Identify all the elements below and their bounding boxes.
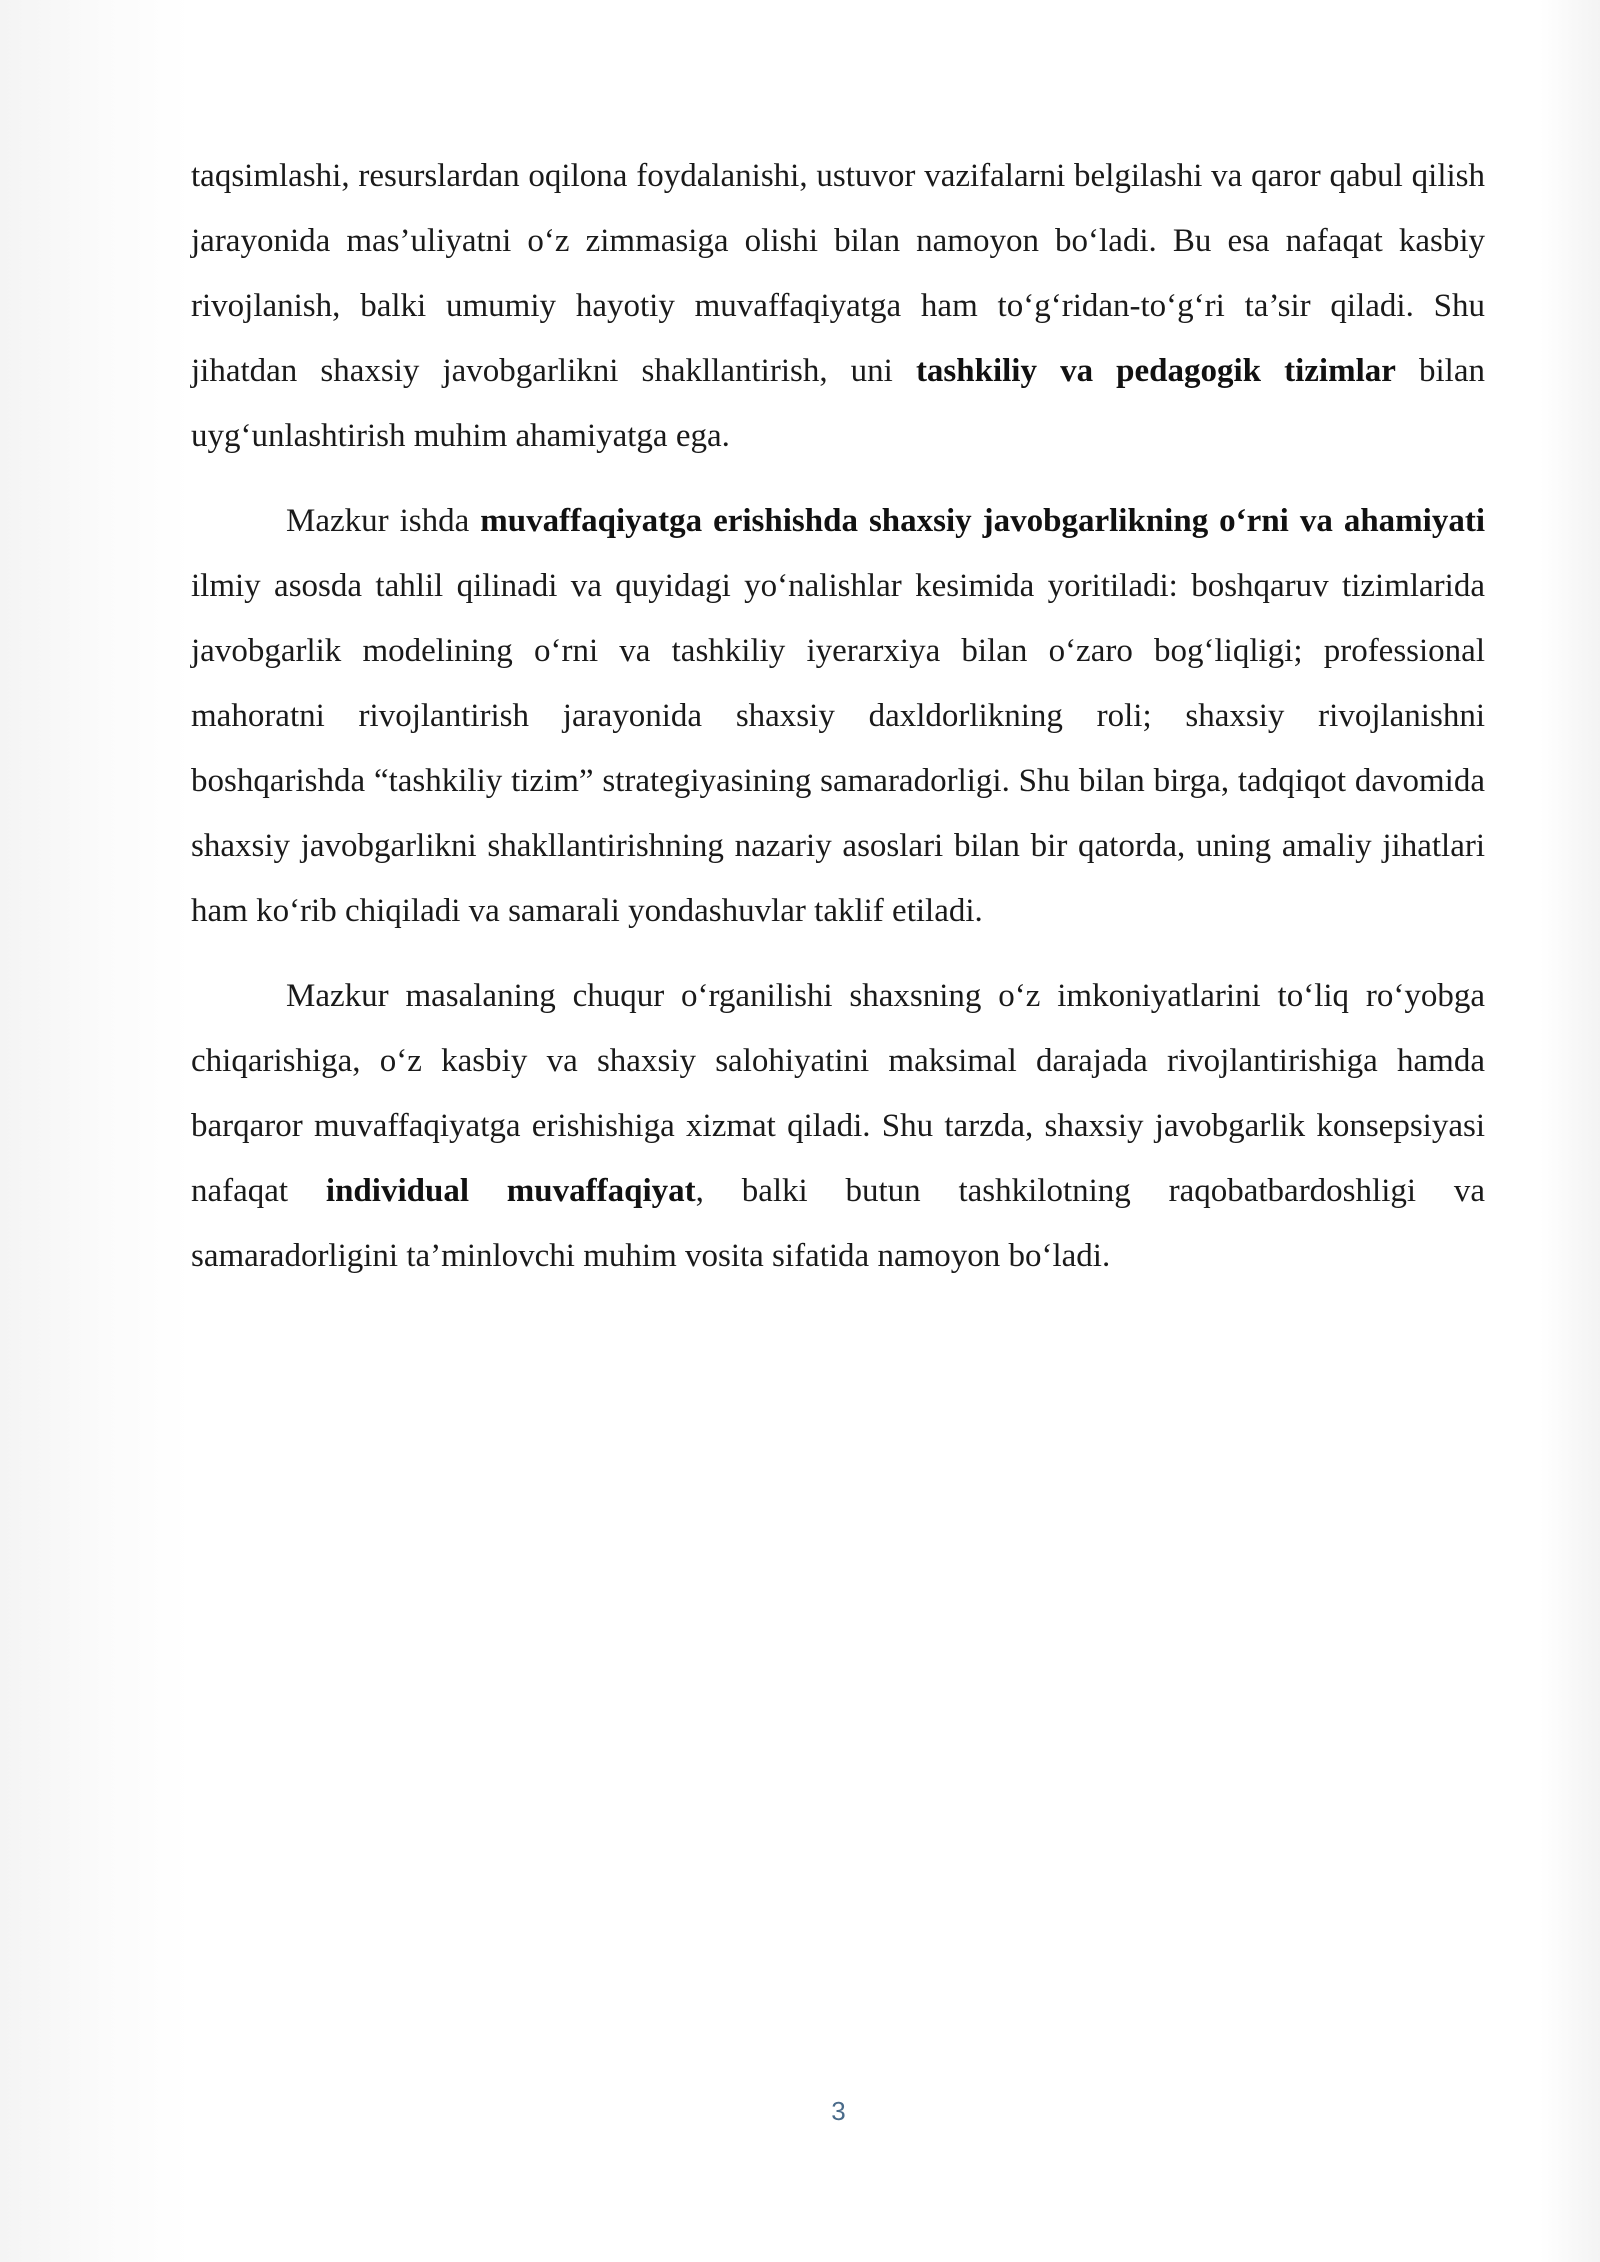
paragraph-3	[191, 964, 1485, 1289]
text-run: taqsimlashi, resurslardan oqilona foydalanishi, ustuvor vazifalarni belgilashi va qaror qabul qilish jarayonida mas’uliyatni o‘z zimmasiga olishi bilan namoyon bo‘ladi. Bu esa nafaqat kasbiy rivojlanish, balki umumiy hayotiy muvaffaqiyatga ham to‘g‘ridan-to‘g‘ri ta’sir qiladi. Shu jihatdan shaxsiy javobgarlikni shakllantirish, uni	[191, 158, 1485, 389]
text-run: , balki butun tashkilotning raqobatbardoshligi va samaradorligini ta’minlovchi muhim vosita sifatida namoyon bo‘ladi.	[191, 1173, 1485, 1274]
paragraph-2	[191, 489, 1485, 944]
text-run: Mazkur masalaning chuqur o‘rganilishi shaxsning o‘z imkoniyatlarini to‘liq ro‘yobga chiqarishiga, o‘z kasbiy va shaxsiy salohiyatini maksimal darajada rivojlantirishiga hamda barqaror muvaffaqiyatga erishishiga xizmat qiladi. Shu tarzda, shaxsiy javobgarlik konsepsiyasi nafaqat	[191, 978, 1485, 1209]
page-edge-shadow-right	[1540, 0, 1600, 2262]
text-run: ilmiy asosda tahlil qilinadi va quyidagi yo‘nalishlar kesimida yoritiladi: boshqaruv tizimlarida javobgarlik modelining o‘rni va tashkiliy iyerarxiya bilan o‘zaro bog‘liqligi; professional mahoratni rivojlantirish jarayonida shaxsiy daxldorlikning roli; shaxsiy rivojlanishni boshqarishda “tashkiliy tizim” strategiyasining samaradorligi. Shu bilan birga, tadqiqot davomida shaxsiy javobgarlikni shakllantirishning nazariy asoslari bilan bir qatorda, uning amaliy jihatlari ham ko‘rib chiqiladi va samarali yondashuvlar taklif etiladi.	[191, 568, 1485, 929]
page-edge-shadow-left	[0, 0, 190, 2262]
bold-text-run: muvaffaqiyatga erishishda shaxsiy javobgarlikning o‘rni va ahamiyati	[480, 503, 1485, 539]
page-number: 3	[831, 2096, 846, 2126]
paragraph-1	[191, 144, 1485, 469]
text-run: Mazkur ishda	[286, 503, 481, 539]
text-run: bilan uyg‘unlashtirish muhim ahamiyatga ega.	[191, 353, 1485, 454]
bold-text-run: tashkiliy va pedagogik tizimlar	[915, 353, 1396, 389]
bold-text-run: individual muvaffaqiyat	[325, 1173, 696, 1209]
body-text	[191, 144, 1485, 1309]
